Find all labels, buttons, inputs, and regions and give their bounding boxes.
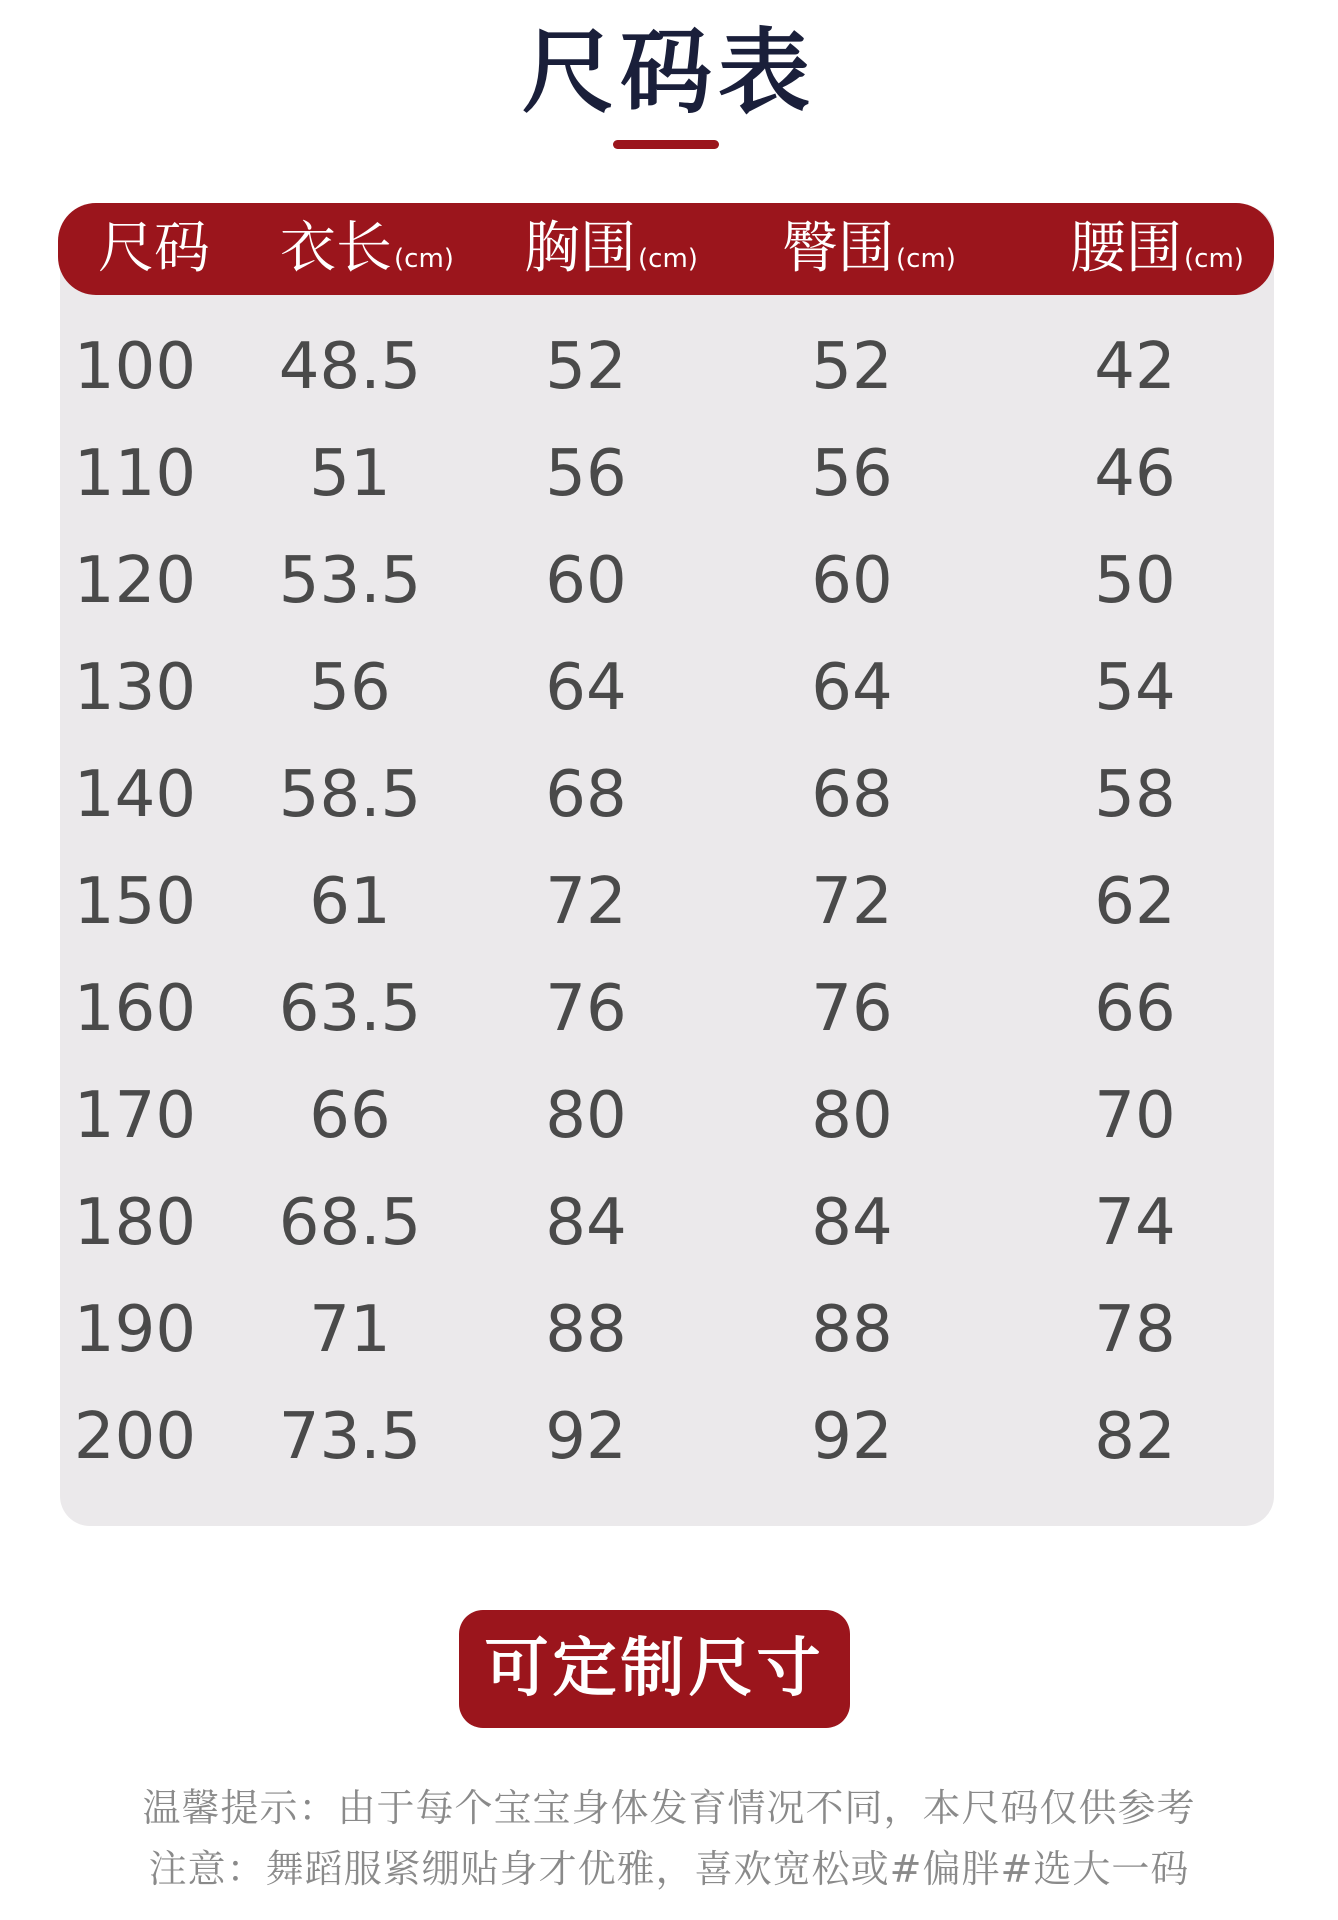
cell-size: 200 bbox=[73, 1400, 197, 1474]
header-chest-label: 胸围 bbox=[524, 216, 636, 281]
cell-hip: 92 bbox=[811, 1400, 893, 1474]
header-hip-unit: (cm) bbox=[896, 244, 956, 274]
table-row bbox=[0, 1384, 1338, 1491]
cell-chest: 80 bbox=[545, 1079, 627, 1153]
header-size-label: 尺码 bbox=[98, 216, 210, 281]
table-row bbox=[0, 1277, 1338, 1384]
header-hip bbox=[782, 203, 956, 295]
cell-chest: 84 bbox=[545, 1186, 627, 1260]
cell-size: 140 bbox=[73, 758, 197, 832]
table-row bbox=[0, 1170, 1338, 1277]
cell-waist: 78 bbox=[1094, 1293, 1176, 1367]
cell-waist: 70 bbox=[1094, 1079, 1176, 1153]
cell-waist: 42 bbox=[1094, 330, 1176, 404]
cell-hip: 76 bbox=[811, 972, 893, 1046]
header-waist bbox=[1070, 203, 1244, 295]
cell-size: 150 bbox=[73, 865, 197, 939]
customize-size-button[interactable]: 可定制尺寸 bbox=[459, 1610, 850, 1728]
cell-chest: 56 bbox=[545, 437, 627, 511]
cell-waist: 62 bbox=[1094, 865, 1176, 939]
header-length bbox=[280, 203, 454, 295]
header-chest bbox=[524, 203, 698, 295]
table-row bbox=[0, 956, 1338, 1063]
size-table-header bbox=[58, 203, 1274, 295]
cell-hip: 88 bbox=[811, 1293, 893, 1367]
cell-hip: 60 bbox=[811, 544, 893, 618]
table-row bbox=[0, 635, 1338, 742]
cell-waist: 82 bbox=[1094, 1400, 1176, 1474]
cell-length: 73.5 bbox=[278, 1400, 422, 1474]
table-row bbox=[0, 421, 1338, 528]
cell-length: 51 bbox=[309, 437, 391, 511]
header-waist-unit: (cm) bbox=[1184, 244, 1244, 274]
notice-warning: 注意：舞蹈服紧绷贴身才优雅，喜欢宽松或#偏胖#选大一码 bbox=[148, 1847, 1190, 1891]
cell-waist: 66 bbox=[1094, 972, 1176, 1046]
header-length-unit: (cm) bbox=[394, 244, 454, 274]
cell-chest: 68 bbox=[545, 758, 627, 832]
cell-chest: 72 bbox=[545, 865, 627, 939]
cell-size: 130 bbox=[73, 651, 197, 725]
cell-waist: 46 bbox=[1094, 437, 1176, 511]
page-title: 尺码表 bbox=[521, 19, 816, 126]
header-hip-label: 臀围 bbox=[782, 216, 894, 281]
cell-length: 48.5 bbox=[278, 330, 422, 404]
cell-size: 110 bbox=[73, 437, 197, 511]
cell-chest: 64 bbox=[545, 651, 627, 725]
cell-waist: 58 bbox=[1094, 758, 1176, 832]
cell-hip: 72 bbox=[811, 865, 893, 939]
cell-length: 66 bbox=[309, 1079, 391, 1153]
cell-length: 58.5 bbox=[278, 758, 422, 832]
table-row bbox=[0, 849, 1338, 956]
notice-tip: 温馨提示：由于每个宝宝身体发育情况不同，本尺码仅供参考 bbox=[142, 1786, 1196, 1830]
title-underline bbox=[613, 140, 719, 149]
cell-size: 190 bbox=[73, 1293, 197, 1367]
cell-size: 120 bbox=[73, 544, 197, 618]
cell-hip: 56 bbox=[811, 437, 893, 511]
cell-length: 71 bbox=[309, 1293, 391, 1367]
cell-waist: 54 bbox=[1094, 651, 1176, 725]
cell-length: 68.5 bbox=[278, 1186, 422, 1260]
cell-chest: 92 bbox=[545, 1400, 627, 1474]
cell-chest: 88 bbox=[545, 1293, 627, 1367]
cell-hip: 52 bbox=[811, 330, 893, 404]
cell-length: 61 bbox=[309, 865, 391, 939]
cell-size: 100 bbox=[73, 330, 197, 404]
table-row bbox=[0, 528, 1338, 635]
table-row bbox=[0, 742, 1338, 849]
cell-length: 63.5 bbox=[278, 972, 422, 1046]
cell-chest: 76 bbox=[545, 972, 627, 1046]
header-chest-unit: (cm) bbox=[638, 244, 698, 274]
cell-chest: 52 bbox=[545, 330, 627, 404]
header-waist-label: 腰围 bbox=[1070, 216, 1182, 281]
cell-size: 160 bbox=[73, 972, 197, 1046]
cell-size: 170 bbox=[73, 1079, 197, 1153]
cell-size: 180 bbox=[73, 1186, 197, 1260]
table-row bbox=[0, 1063, 1338, 1170]
cell-waist: 74 bbox=[1094, 1186, 1176, 1260]
cell-hip: 84 bbox=[811, 1186, 893, 1260]
cell-hip: 64 bbox=[811, 651, 893, 725]
cell-hip: 80 bbox=[811, 1079, 893, 1153]
cell-chest: 60 bbox=[545, 544, 627, 618]
cell-hip: 68 bbox=[811, 758, 893, 832]
cell-waist: 50 bbox=[1094, 544, 1176, 618]
cell-length: 53.5 bbox=[278, 544, 422, 618]
cell-length: 56 bbox=[309, 651, 391, 725]
header-size bbox=[98, 203, 210, 295]
table-row bbox=[0, 314, 1338, 421]
header-length-label: 衣长 bbox=[280, 216, 392, 281]
